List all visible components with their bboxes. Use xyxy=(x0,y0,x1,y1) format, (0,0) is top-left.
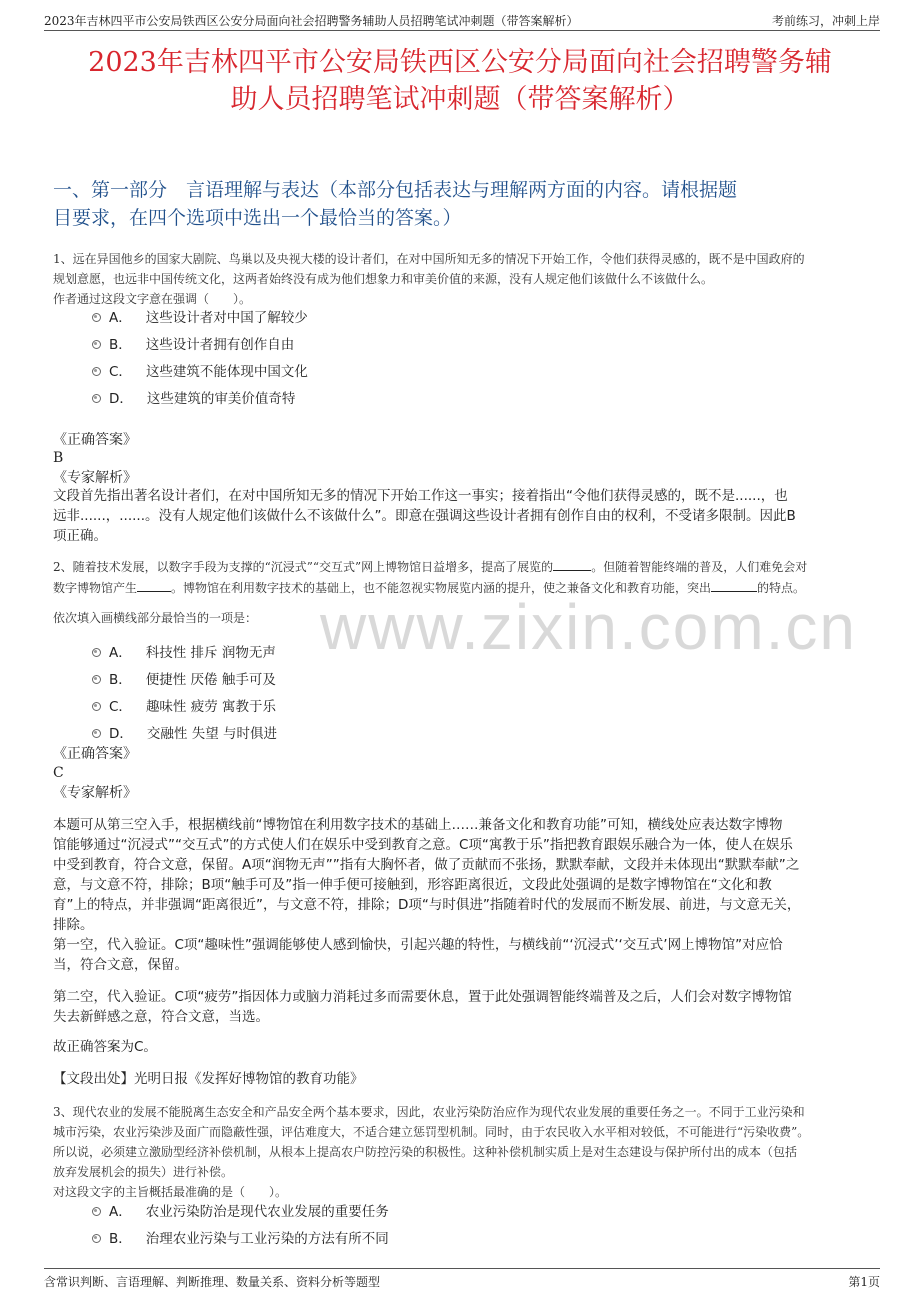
fill-blank xyxy=(137,577,171,592)
option-text: 治理农业污染与工业污染的方法有所不同 xyxy=(145,1231,389,1247)
radio-icon[interactable] xyxy=(92,702,101,711)
option-letter: A． xyxy=(109,310,132,326)
stem-text: 数字博物馆产生 xyxy=(53,581,138,595)
section-line-1: 一、第一部分 言语理解与表达（本部分包括表达与理解两方面的内容。请根据题 xyxy=(53,179,738,201)
radio-icon[interactable] xyxy=(92,340,101,349)
analysis-line: 当，符合文意，保留。 xyxy=(53,957,188,973)
radio-icon[interactable] xyxy=(92,648,101,657)
question-1-stem xyxy=(53,249,872,309)
analysis-line: 意，与文意不符，排除；B项“触手可及”指一伸手便可接触到，形容距离很近，文段此处强调的是数字博物馆在“文化和教 xyxy=(53,877,772,893)
question-3-line: 放弃发展机会的损失）进行补偿。 xyxy=(53,1165,234,1179)
q1-answer-label: 《正确答案》 xyxy=(53,432,137,448)
q2-option-d[interactable] xyxy=(92,724,277,744)
analysis-line: 排除。 xyxy=(53,917,94,933)
radio-icon[interactable] xyxy=(92,313,101,322)
q2-analysis-p1 xyxy=(53,815,868,935)
option-text: 趣味性 疲劳 寓教于乐 xyxy=(145,699,277,715)
option-text: 这些设计者拥有创作自由 xyxy=(145,337,295,353)
q1-answer: B xyxy=(53,450,64,466)
radio-icon[interactable] xyxy=(92,394,101,403)
option-letter: D． xyxy=(109,726,133,742)
fill-blank xyxy=(553,556,591,571)
q1-option-c[interactable] xyxy=(92,362,308,382)
title-line-1: 2023年吉林四平市公安局铁西区公安分局面向社会招聘警务辅 xyxy=(88,47,832,78)
option-letter: B． xyxy=(109,337,132,353)
question-3-line: 城市污染，农业污染涉及面广而隐蔽性强，评估难度大，不适合建立惩罚型机制。同时，由于农民收入水平相对较低，不可能进行“污染收费”。 xyxy=(53,1125,810,1139)
stem-text: 。博物馆在利用数字技术的基础上，也不能忽视实物展览内涵的提升，使之兼备文化和教育功能，突出 xyxy=(171,581,712,595)
page-header xyxy=(44,10,880,31)
analysis-line: 远非......，......。没有人规定他们该做什么不该做什么”。即意在强调这些设计者拥有创作自由的权利，不受诸多限制。因此B xyxy=(53,508,796,524)
option-letter: B． xyxy=(109,672,132,688)
option-letter: B． xyxy=(109,1231,132,1247)
option-letter: A． xyxy=(109,1204,132,1220)
analysis-line: 中受到教育，符合文意，保留。A项“润物无声””指有大胸怀者，做了贡献而不张扬，默默奉献，文段并未体现出“默默奉献”之 xyxy=(53,857,800,873)
question-1-prompt: 作者通过这段文字意在强调（ ）。 xyxy=(53,292,252,306)
analysis-line: 文段首先指出著名设计者们，在对中国所知无多的情况下开始工作这一事实；接着指出“令他们获得灵感的，既不是......，也 xyxy=(53,488,788,504)
radio-icon[interactable] xyxy=(92,1234,101,1243)
analysis-line: 第一空，代入验证。C项“趣味性”强调能够使人感到愉快，引起兴趣的特性，与横线前“‘沉浸式’‘交互式’网上博物馆”对应恰 xyxy=(53,937,783,953)
option-letter: C． xyxy=(109,364,132,380)
q1-option-d[interactable] xyxy=(92,389,295,409)
q3-option-b[interactable] xyxy=(92,1229,389,1249)
option-text: 科技性 排斥 润物无声 xyxy=(145,645,276,661)
q1-analysis xyxy=(53,486,868,546)
question-3-stem xyxy=(53,1102,872,1202)
q2-analysis-p2 xyxy=(53,935,868,975)
header-slogan: 考前练习，冲刺上岸 xyxy=(771,14,880,28)
radio-icon[interactable] xyxy=(92,729,101,738)
stem-text: 2、随着技术发展，以数字手段为支撑的“沉浸式”“交互式”网上博物馆日益增多，提高了展览的 xyxy=(53,560,554,574)
question-3-prompt: 对这段文字的主旨概括最准确的是（ ）。 xyxy=(53,1185,288,1199)
option-text: 这些设计者对中国了解较少 xyxy=(145,310,308,326)
section-heading xyxy=(53,176,872,232)
option-letter: C． xyxy=(109,699,132,715)
option-text: 农业污染防治是现代农业发展的重要任务 xyxy=(145,1204,389,1220)
document-title xyxy=(40,44,880,118)
q2-answer: C xyxy=(53,765,64,781)
question-3-line: 所以说，必须建立激励型经济补偿机制，从根本上提高农户防控污染的积极性。这种补偿机制实质上是对生态建设与保护所付出的成本（包括 xyxy=(53,1145,798,1159)
option-text: 这些建筑不能体现中国文化 xyxy=(145,364,308,380)
q2-analysis-p3 xyxy=(53,987,868,1027)
analysis-line: 失去新鲜感之意，符合文意，当选。 xyxy=(53,1009,269,1025)
q2-option-b[interactable] xyxy=(92,670,276,690)
analysis-line: 馆能够通过“沉浸式”“交互式”的方式使人们在娱乐中受到教育之意。C项“寓教于乐”指把教育跟娱乐融合为一体，使人在娱乐 xyxy=(53,837,793,853)
q2-conclusion: 故正确答案为C。 xyxy=(53,1039,157,1055)
option-text: 便捷性 厌倦 触手可及 xyxy=(145,672,276,688)
radio-icon[interactable] xyxy=(92,675,101,684)
question-1-line: 规划意愿，也远非中国传统文化，这两者始终没有成为他们想象力和审美价值的来源，没有人规定他们该做什么不该做什么。 xyxy=(53,272,714,286)
analysis-line: 育”上的特点，并非强调“距离很近”，与文意不符，排除；D项“与时俱进”指随着时代的发展而不断发展、前进，与文意无关， xyxy=(53,897,801,913)
question-1-line: 1、远在异国他乡的国家大剧院、鸟巢以及央视大楼的设计者们，在对中国所知无多的情况下开始工作，令他们获得灵感的，既不是中国政府的 xyxy=(53,252,805,266)
page-number: 第1页 xyxy=(848,1275,880,1289)
option-text: 这些建筑的审美价值奇特 xyxy=(146,391,296,407)
section-line-2: 目要求，在四个选项中选出一个最恰当的答案。） xyxy=(53,207,462,229)
option-text: 交融性 失望 与时俱进 xyxy=(146,726,277,742)
q3-option-a[interactable] xyxy=(92,1202,389,1222)
q1-option-a[interactable] xyxy=(92,308,308,328)
q2-source: 【文段出处】光明日报《发挥好博物馆的教育功能》 xyxy=(53,1071,364,1087)
analysis-line: 本题可从第三空入手，根据横线前“博物馆在利用数字技术的基础上……兼备文化和教育功能”可知，横线处应表达数字博物 xyxy=(53,817,783,833)
question-2-prompt: 依次填入画横线部分最恰当的一项是： xyxy=(53,611,258,625)
stem-text: 。但随着智能终端的普及，人们难免会对 xyxy=(591,560,808,574)
q1-option-b[interactable] xyxy=(92,335,294,355)
radio-icon[interactable] xyxy=(92,1207,101,1216)
title-line-2: 助人员招聘笔试冲刺题（带答案解析） xyxy=(230,84,690,115)
q2-answer-label: 《正确答案》 xyxy=(53,746,137,762)
q2-option-c[interactable] xyxy=(92,697,276,717)
question-2-line xyxy=(53,556,872,577)
question-3-line: 3、现代农业的发展不能脱离生态安全和产品安全两个基本要求，因此，农业污染防治应作为现代农业发展的重要任务之一。不同于工业污染和 xyxy=(53,1105,805,1119)
header-title: 2023年吉林四平市公安局铁西区公安分局面向社会招聘警务辅助人员招聘笔试冲刺题（带答案解析） xyxy=(44,14,579,28)
q1-analysis-label: 《专家解析》 xyxy=(53,470,137,486)
q2-analysis-label: 《专家解析》 xyxy=(53,785,137,801)
stem-text: 的特点。 xyxy=(757,581,806,595)
radio-icon[interactable] xyxy=(92,367,101,376)
analysis-line: 项正确。 xyxy=(53,528,107,544)
option-letter: A． xyxy=(109,645,132,661)
page-footer xyxy=(44,1268,880,1291)
analysis-line: 第二空，代入验证。C项“疲劳”指因体力或脑力消耗过多而需要休息，置于此处强调智能终端普及之后，人们会对数字博物馆 xyxy=(53,989,792,1005)
watermark: www.zixin.com.cn xyxy=(320,591,857,663)
footer-note: 含常识判断、言语理解、判断推理、数量关系、资料分析等题型 xyxy=(44,1275,381,1289)
option-letter: D． xyxy=(109,391,133,407)
q2-option-a[interactable] xyxy=(92,643,276,663)
